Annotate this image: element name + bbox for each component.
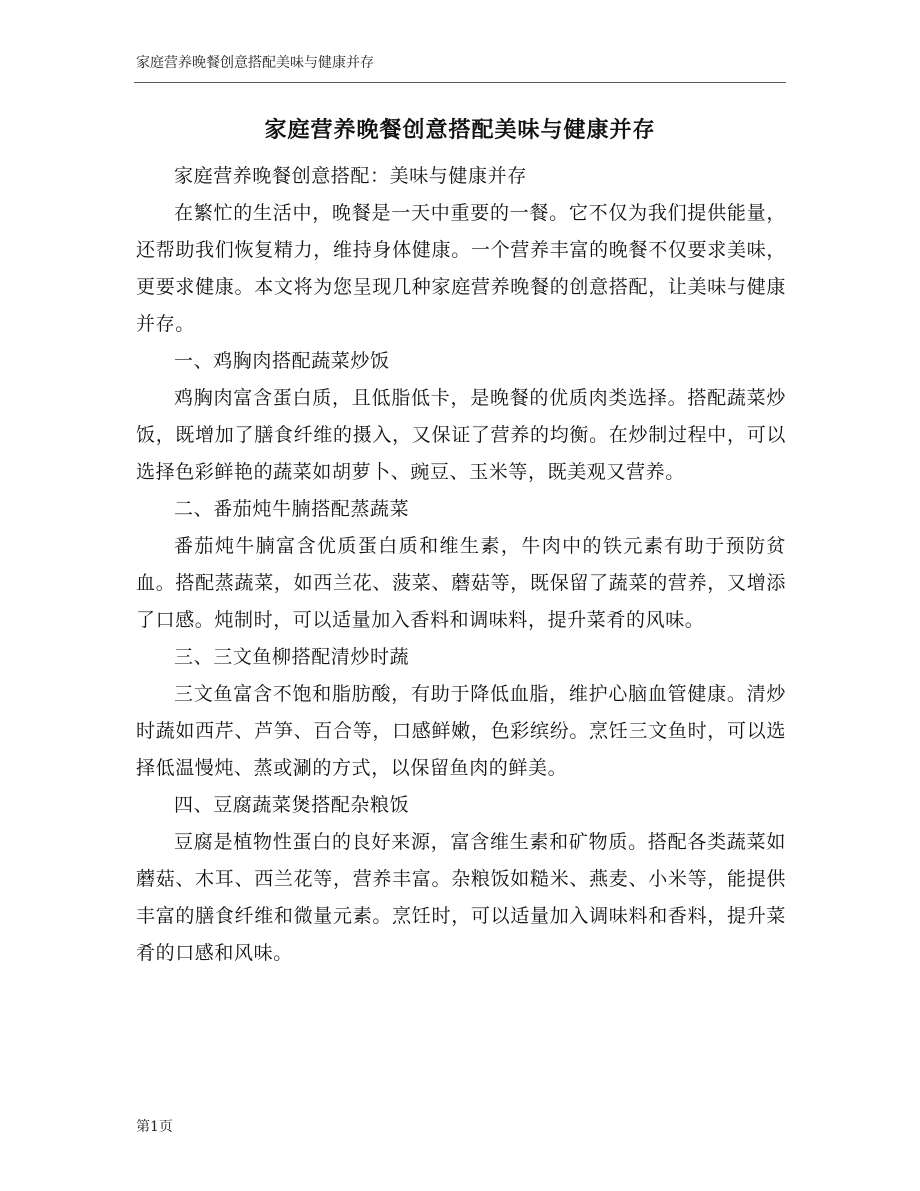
running-header: 家庭营养晚餐创意搭配美味与健康并存 <box>136 55 374 71</box>
section-heading-3: 三、三文鱼柳搭配清炒时蔬 <box>174 646 410 668</box>
document-title: 家庭营养晚餐创意搭配美味与健康并存 <box>264 117 656 143</box>
subtitle-paragraph: 家庭营养晚餐创意搭配：美味与健康并存 <box>174 165 527 187</box>
section-paragraph-4: 豆腐是植物性蛋白的良好来源，富含维生素和矿物质。搭配各类蔬菜如蘑菇、木耳、西兰花等，营养丰富。杂粮饭如糙米、燕麦、小米等，能提供丰富的膳食纤维和微量元素。烹饪时，可以适量加入调味料和香料，提升菜肴的口感和风味。 <box>136 831 786 964</box>
section-heading-2: 二、番茄炖牛腩搭配蒸蔬菜 <box>174 498 410 520</box>
header-divider <box>134 82 786 83</box>
section-heading-1: 一、鸡胸肉搭配蔬菜炒饭 <box>174 350 390 372</box>
intro-paragraph: 在繁忙的生活中，晚餐是一天中重要的一餐。它不仅为我们提供能量，还帮助我们恢复精力，维持身体健康。一个营养丰富的晚餐不仅要求美味，更要求健康。本文将为您呈现几种家庭营养晚餐的创意搭配，让美味与健康并存。 <box>136 202 786 335</box>
section-paragraph-3: 三文鱼富含不饱和脂肪酸，有助于降低血脂，维护心脑血管健康。清炒时蔬如西芹、芦笋、百合等，口感鲜嫩，色彩缤纷。烹饪三文鱼时，可以选择低温慢炖、蒸或涮的方式，以保留鱼肉的鲜美。 <box>136 683 786 779</box>
document-body <box>136 158 786 972</box>
section-paragraph-1: 鸡胸肉富含蛋白质，且低脂低卡，是晚餐的优质肉类选择。搭配蔬菜炒饭，既增加了膳食纤维的摄入，又保证了营养的均衡。在炒制过程中，可以选择色彩鲜艳的蔬菜如胡萝卜、豌豆、玉米等，既美观又营养。 <box>136 387 786 483</box>
page-number: 第1页 <box>136 1119 173 1135</box>
section-heading-4: 四、豆腐蔬菜煲搭配杂粮饭 <box>174 794 410 816</box>
section-paragraph-2: 番茄炖牛腩富含优质蛋白质和维生素，牛肉中的铁元素有助于预防贫血。搭配蒸蔬菜，如西兰花、菠菜、蘑菇等，既保留了蔬菜的营养，又增添了口感。炖制时，可以适量加入香料和调味料，提升菜肴的风味。 <box>136 535 786 631</box>
